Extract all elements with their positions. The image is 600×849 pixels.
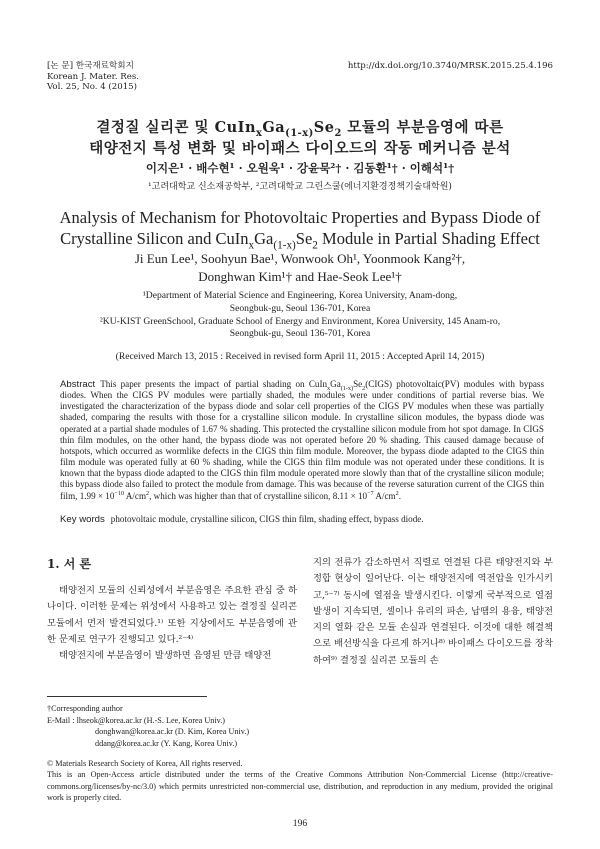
formula-sub-1x: (1-x) [340,384,354,392]
body-left-column [47,583,297,664]
doi-link[interactable]: http://dx.doi.org/10.3740/MRSK.2015.25.4.196 [347,61,553,71]
formula-sub-x: x [248,238,255,251]
formula-sub-2: 2 [362,384,366,392]
korean-title-line2: 태양전지 특성 변화 및 바이패스 다이오드의 작동 메커니즘 분석 [89,140,511,157]
formula-sub-x: x [256,127,263,139]
paragraph: 태양전지 모듈의 신뢰성에서 부분음영은 주요한 관심 중 하나이다. 이러한 문제는 위성에서 사용하고 있는 결정질 실리콘 모듈에서 먼저 발견되었다.¹⁾ 또한 지상에서도 부분음영에 관한 문제로 연구가 진행되고 있다.²⁻⁴⁾ [47,585,297,645]
formula-ga: Ga [330,379,341,389]
korean-authors: 이지은¹ · 배수현¹ · 오원욱¹ · 강윤묵²† · 김동환¹† · 이해석¹† [145,161,455,175]
page-number: 196 [292,818,308,829]
exponent-10: −10 [114,489,125,497]
korean-affiliation: ¹고려대학교 신소재공학부, ²고려대학교 그린스쿨(에너지환경정책기술대학원) [148,182,452,192]
keywords-label: Key words [60,514,105,525]
korean-title-line1: 결정질 실리콘 및 CuIn [96,119,257,136]
journal-header [47,61,139,93]
exponent-2: 2 [395,489,399,497]
keywords [60,514,544,525]
affiliation2-line2: Seongbuk-gu, Seoul 136-701, Korea [229,328,371,340]
email-link[interactable]: lhseok@korea.ac.kr (H.-S. Lee, Korea Univ.) [76,715,225,725]
abstract-text-c: A/cm [124,490,147,501]
journal-name-english: Korean J. Mater. Res. [47,71,139,82]
keywords-text: photovoltaic module, crystalline silicon, CIGS thin film, shading effect, bypass diode. [110,514,424,524]
formula-sub-1x: (1-x) [285,127,314,139]
email-label: E-Mail : [47,715,75,725]
journal-volume: Vol. 25, No. 4 (2015) [47,82,137,93]
corresponding-author-note: †Corresponding author [47,704,123,713]
abstract-text-e: A/cm [373,490,396,501]
copyright-notice [47,758,553,804]
paragraph: 태양전지에 부분음영이 발생하면 음영된 만큼 태양전 [59,650,272,662]
formula-sub-1x: (1-x) [273,238,296,251]
formula-se: Se [313,119,335,136]
formula-se: Se [295,228,313,248]
license-text: This is an Open-Access article distributed under the terms of the Creative Commons Attribution Non-Commercial License (http://creative-commons.org/licenses/by-nc/3.0) which permits unrestricted non-commercial use, distribution, and reproduction in any medium, provided the original work is properly cited. [47,770,553,803]
paragraph: 지의 전류가 감소하면서 직렬로 연결된 다른 태양전지와 부정합 현상이 일어난다. 이는 태양전지에 역전압을 인가시키고,⁵⁻⁷⁾ 동시에 열점을 발생시킨다. 이렇게 국부적으로 열점 발생이 지속되면, 셀이나 유리의 파손, 납땜의 용융, 태양전지의 열화 같은 모듈 손실과 연결된다. 이것에 대한 해결책으로 배선방식을 다르게 하거나⁸⁾ 바이패스 다이오드를 장착하여⁹⁾ 결정질 실리콘 모듈의 손 [313,557,553,666]
abstract-text-d: , which was higher than that of crystalline silicon, 8.11 × 10 [149,490,368,501]
affiliation1-line1: ¹Department of Material Science and Engineering, Korea University, Anam-dong, [142,290,458,301]
footnote [47,703,249,749]
formula-ga: Ga [254,228,274,248]
abstract-text-b: (CIGS) photovoltaic(PV) modules with bypass diodes. When the CIGS PV modules were partially shaded, the modules were under conditions of partial reverse bias. We investigated the characterization of the bypass diode and solar cell properties of the CIGS PV modules when these was partially shaded, comparing the results with those for a crystalline silicon module. In crystalline silicon modules, the bypass diode was operated at a partial shade modules of 1.67 % shading. This protected the crystalline silicon module from hot spot damage. In CIGS thin film modules, on the other hand, the bypass diode was not operated before 20 % shading. This caused damage because of hotspots, which occurred as wormlike defects in the CIGS thin film module. Moreover, the bypass diode adapted to the CIGS thin film module was operated fully at 60 % shading, while the CIGS thin film module was not operated under these conditions. It is known that the bypass diode adapted to the CIGS thin film module operated more slowly than that of the crystalline silicon module; this bypass diode also failed to protect the module from damage. This was because of the reverse saturation current of the CIGS thin film, 1.99 × 10 [60,379,544,501]
formula-sub-x: x [327,384,331,392]
received-dates: (Received March 13, 2015 : Received in revised form April 11, 2015 : Accepted April 14, 2015) [115,351,485,362]
exponent-2: 2 [146,489,150,497]
affiliation1-line2: Seongbuk-gu, Seoul 136-701, Korea [229,302,371,314]
formula-se: Se [353,379,363,389]
english-title-line1: Analysis of Mechanism for Photovoltaic Properties and Bypass Diode of [59,208,541,227]
english-authors-line1: Ji Eun Lee¹, Soohyun Bae¹, Wonwook Oh¹, Yoonmook Kang²†, [134,251,466,266]
english-authors [40,250,560,285]
section-title: 1. 서 론 [47,557,92,571]
formula-sub-2: 2 [312,238,318,251]
formula-ga: Ga [262,119,286,136]
english-title [40,208,560,249]
english-authors-line2: Donghwan Kim¹† and Hae-Seok Lee¹† [198,268,402,284]
korean-title-line1-end: 모듈의 부분음영에 따른 [341,119,504,136]
exponent-7: −7 [367,489,374,497]
abstract-label: Abstract [60,379,96,390]
korean-title [40,117,560,159]
body-right-column [313,555,553,669]
english-title-line2-b: Module in Partial Shading Effect [317,228,540,248]
email-link[interactable]: donghwan@korea.ac.kr (D. Kim, Korea Univ.) [95,727,250,737]
formula-sub-2: 2 [334,127,342,139]
abstract [60,379,544,502]
footnote-divider [47,696,207,697]
journal-name-korean: [논 문] 한국재료학회지 [47,61,134,71]
abstract-text-a: This paper presents the impact of partial shading on CuIn [100,379,328,389]
affiliation2-line1: ²KU-KIST GreenSchool, Graduate School of Energy and Environment, Korea University, 145 Anam-ro, [99,315,501,327]
email-link[interactable]: ddang@korea.ac.kr (Y. Kang, Korea Univ.) [95,738,238,748]
abstract-text-f: . [398,490,402,501]
english-title-line2-a: Crystalline Silicon and CuIn [60,228,249,248]
english-affiliations [40,290,560,341]
copyright-line1: © Materials Research Society of Korea, All rights reserved. [47,759,243,768]
